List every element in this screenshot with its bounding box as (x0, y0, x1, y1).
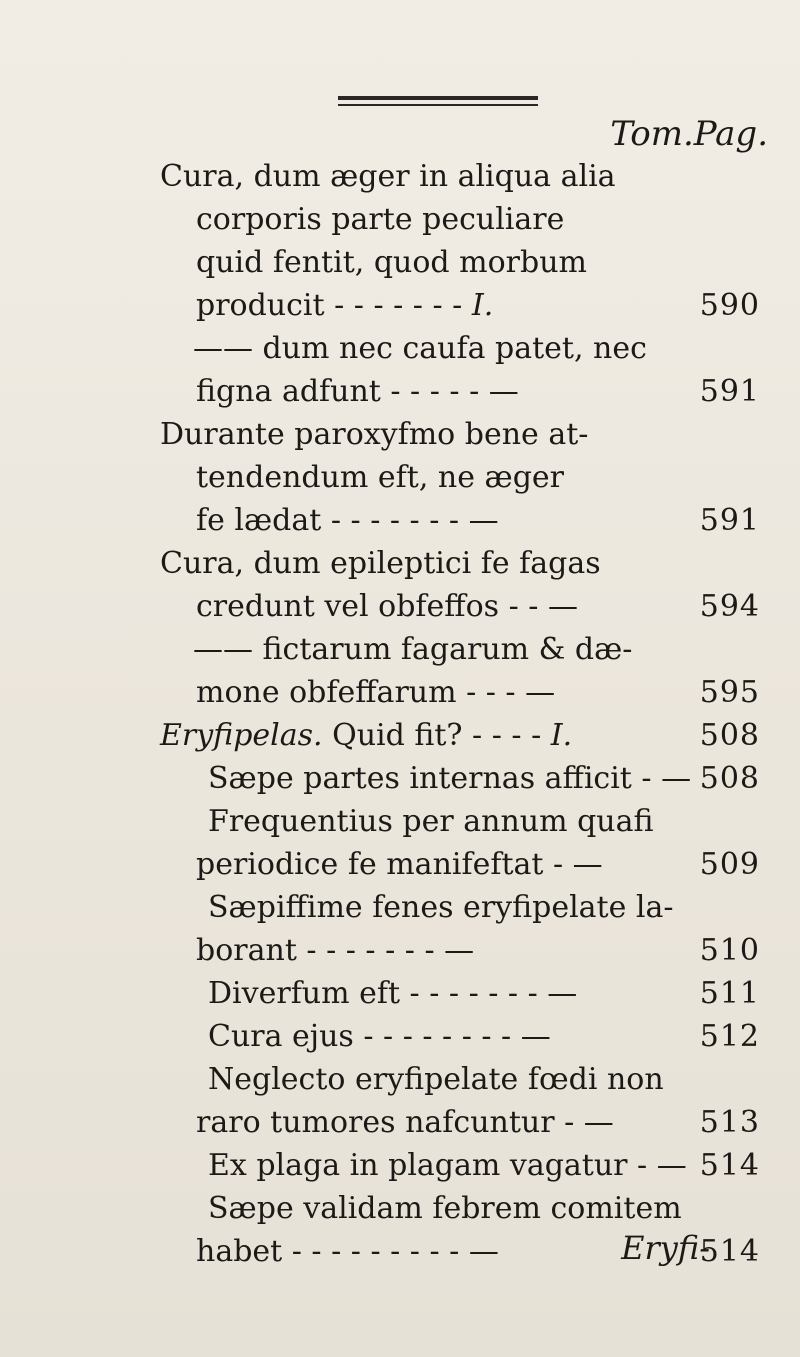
entry-text: —— dum nec caufa patet, nec (193, 331, 647, 366)
index-line (0, 886, 800, 929)
index-line (0, 757, 800, 800)
page-number: 591 (699, 503, 760, 538)
index-line (0, 800, 800, 843)
page-number: 513 (699, 1105, 760, 1140)
entry-text: tendendum eft, ne æger (196, 460, 565, 495)
index-line (0, 585, 800, 628)
volume-number: I. (471, 288, 494, 323)
page-number: 591 (699, 374, 760, 409)
index-line (0, 327, 800, 370)
index-line (0, 671, 800, 714)
index-line (0, 499, 800, 542)
index-line (0, 542, 800, 585)
entry-text: Neglecto eryfipelate fœdi non (208, 1062, 664, 1097)
page-number: 514 (699, 1148, 760, 1183)
page-number: 512 (699, 1019, 760, 1054)
index-line (0, 284, 800, 327)
entry-text: figna adfunt - - - - - — (196, 374, 519, 409)
entry-text: raro tumores nafcuntur - — (196, 1105, 614, 1140)
index-line (0, 714, 800, 757)
index-line (0, 843, 800, 886)
entry-text: Durante paroxyfmo bene at- (160, 417, 589, 452)
page-number: 508 (699, 761, 760, 796)
entry-headword: Eryfipelas. (160, 718, 333, 753)
entry-text (160, 714, 572, 757)
index-line (0, 241, 800, 284)
entry-text: fe lædat - - - - - - - — (196, 503, 499, 538)
index-line (0, 198, 800, 241)
entry-text: periodice fe manifeftat - — (196, 847, 603, 882)
entry-text: corporis parte peculiare (196, 202, 565, 237)
entry-text: Sæpiffime fenes eryfipelate la- (208, 890, 674, 925)
top-rule-thin (338, 104, 538, 106)
entry-text: Cura, dum epileptici fe fagas (160, 546, 601, 581)
page-number: 590 (699, 288, 760, 323)
index-line (0, 972, 800, 1015)
entry-text: Ex plaga in plagam vagatur - — (208, 1148, 687, 1183)
index-line (0, 1101, 800, 1144)
index-line (0, 929, 800, 972)
index-line (0, 370, 800, 413)
index-line (0, 1144, 800, 1187)
page-number: 594 (699, 589, 760, 624)
entry-text: —— fictarum fagarum & dæ- (193, 632, 633, 667)
page-number: 514 (699, 1234, 760, 1269)
page-number: 595 (699, 675, 760, 710)
entry-text: quid fentit, quod morbum (196, 245, 587, 280)
entry-text: Cura ejus - - - - - - - - — (208, 1019, 551, 1054)
entry-text: Sæpe validam febrem comitem (208, 1191, 682, 1226)
entry-text: habet - - - - - - - - - — (196, 1234, 499, 1269)
entry-text: Diverfum eft - - - - - - - — (208, 976, 578, 1011)
entry-text: borant - - - - - - - — (196, 933, 475, 968)
index-line (0, 1015, 800, 1058)
index-entries (0, 155, 800, 1273)
index-line (0, 628, 800, 671)
page-number: 508 (699, 718, 760, 753)
entry-text: Cura, dum æger in aliqua alia (160, 159, 616, 194)
entry-text: Frequentius per annum quafi (208, 804, 654, 839)
entry-text: producit - - - - - - - I. (196, 288, 494, 323)
entry-text: mone obfeffarum - - - — (196, 675, 556, 710)
page-number: 510 (699, 933, 760, 968)
index-line (0, 155, 800, 198)
index-line (0, 456, 800, 499)
top-rule (338, 96, 538, 100)
index-line (0, 1187, 800, 1230)
volume-number: I. (550, 718, 573, 753)
entry-text: Sæpe partes internas afficit - — (208, 761, 692, 796)
running-head: Tom.Pag. (610, 114, 768, 154)
page-number: 511 (699, 976, 760, 1011)
catchword: Eryfi- (621, 1229, 710, 1267)
page-number: 509 (699, 847, 760, 882)
entry-text: credunt vel obfeffos - - — (196, 589, 578, 624)
index-line (0, 1058, 800, 1101)
entry-rest: Quid fit? - - - - (332, 718, 551, 753)
index-line (0, 413, 800, 456)
